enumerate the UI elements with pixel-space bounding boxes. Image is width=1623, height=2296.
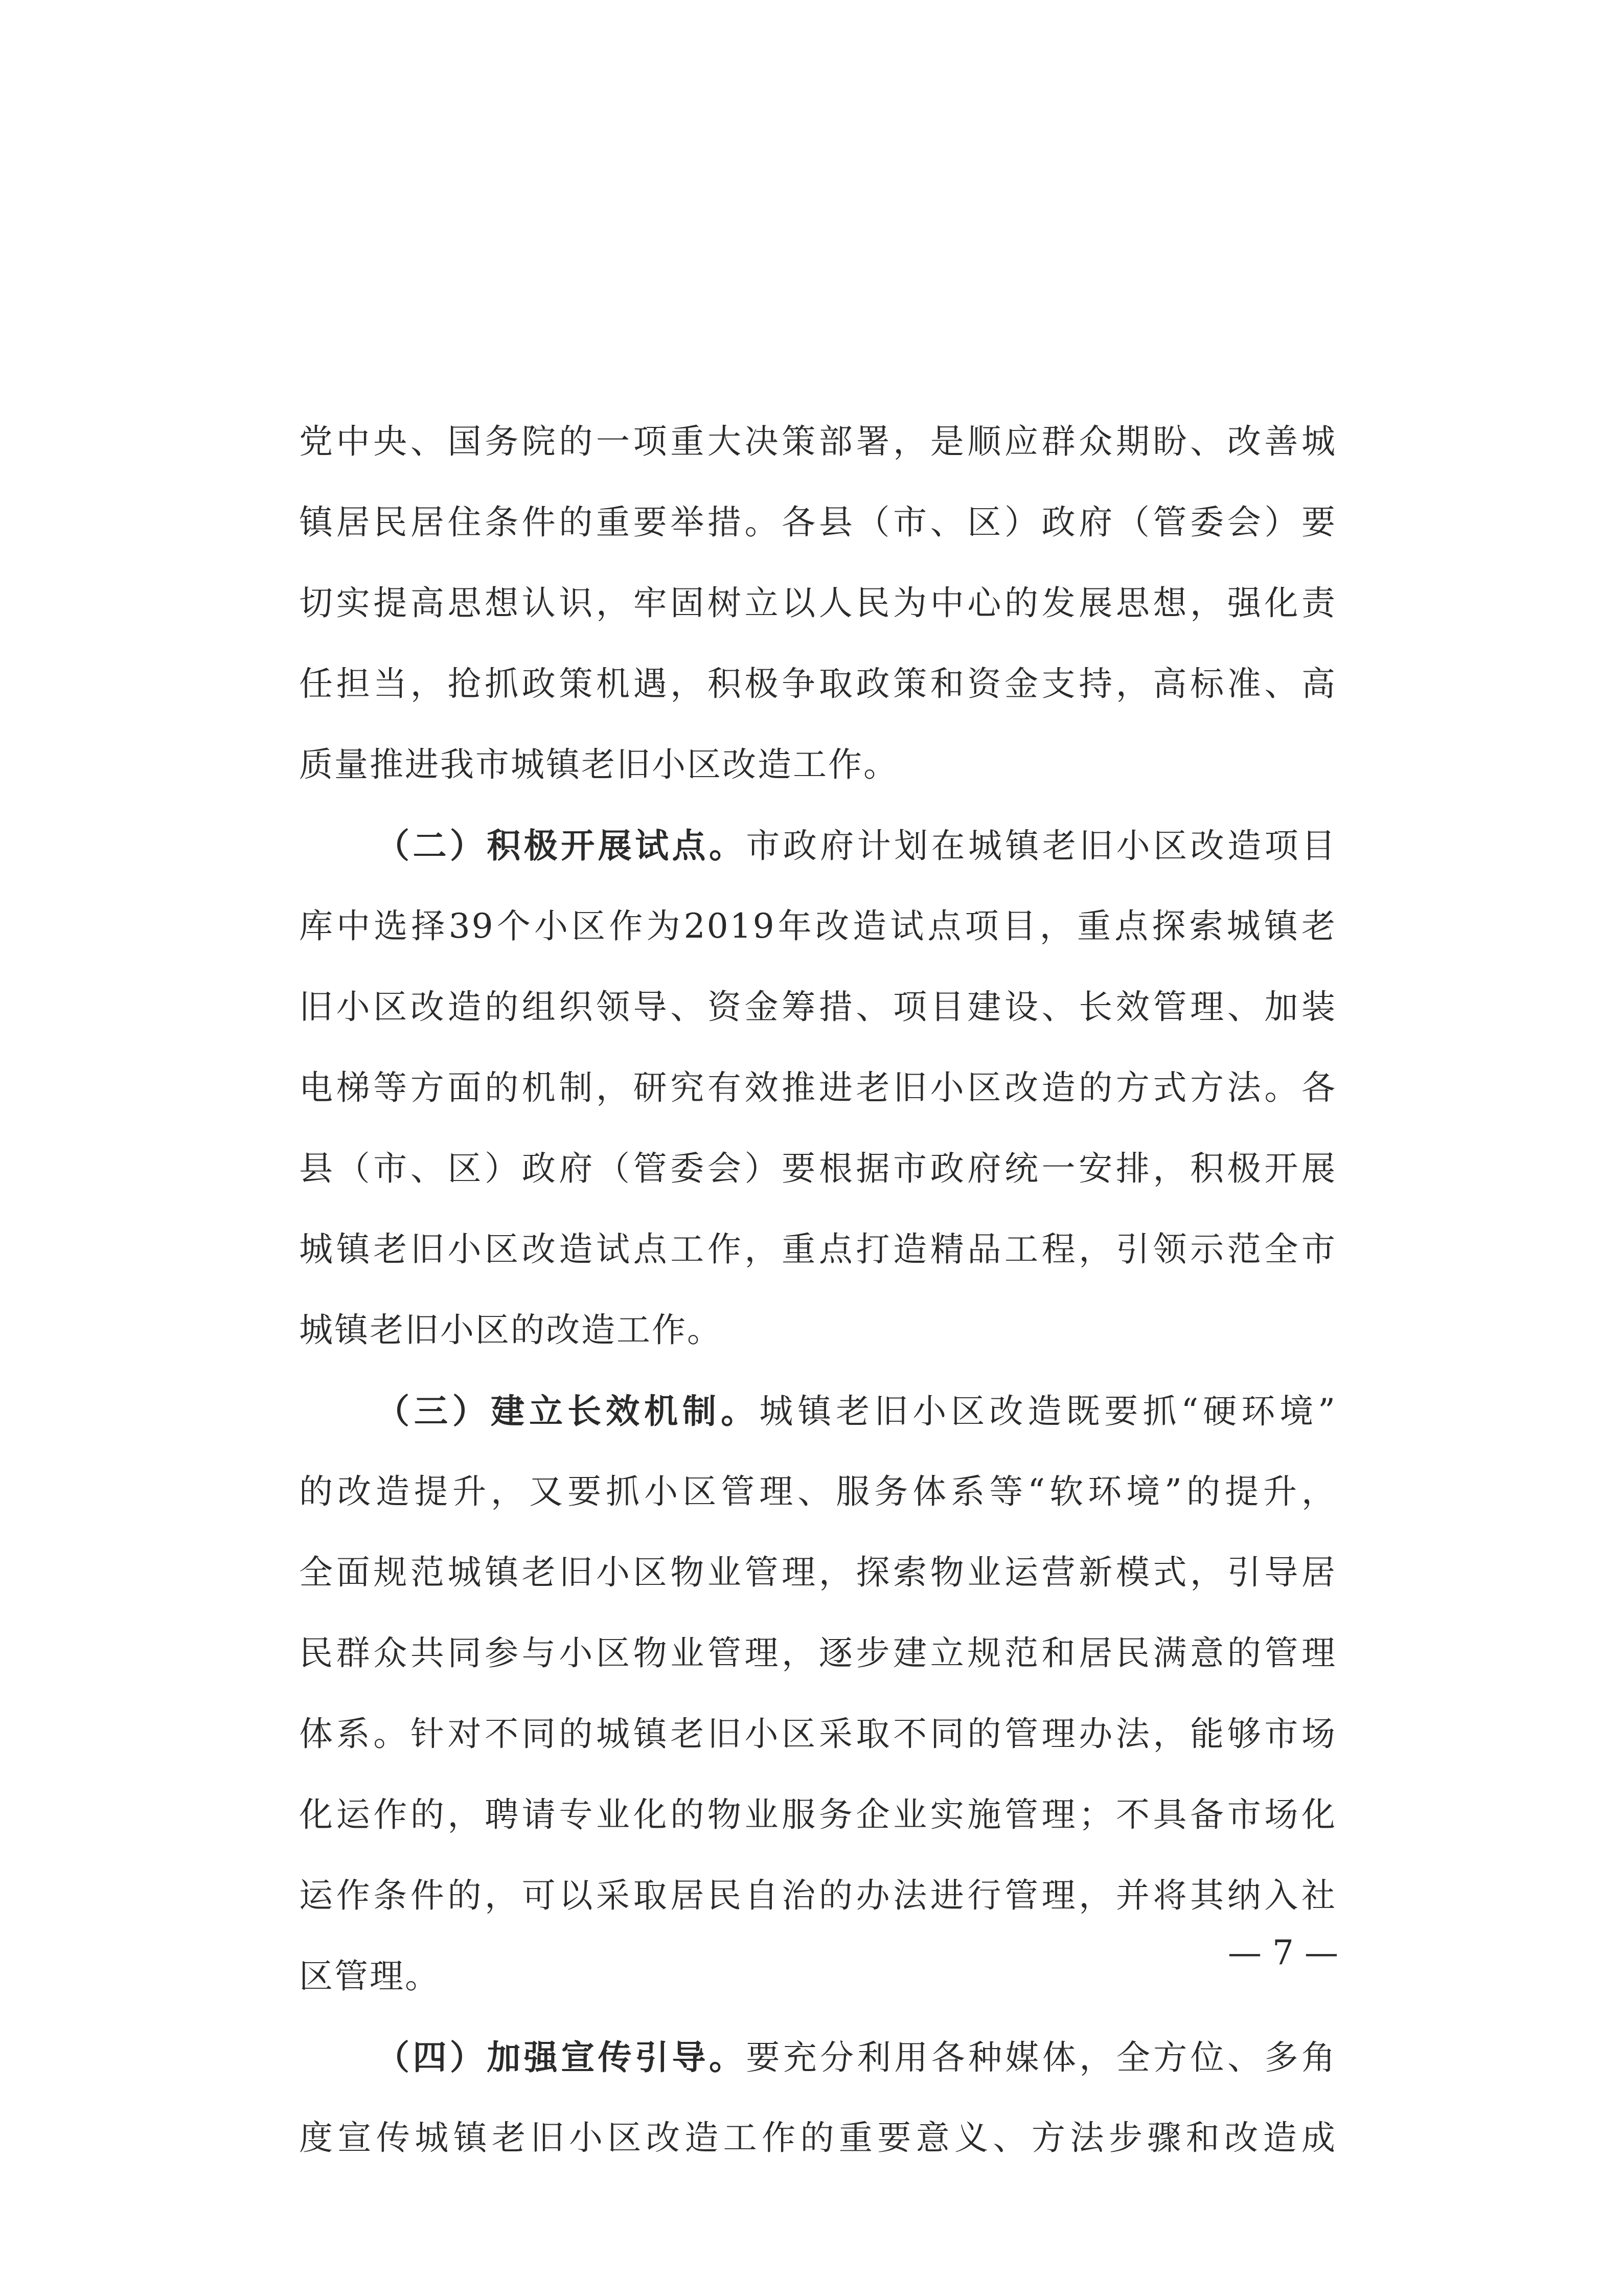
- text-span: 城镇老旧小区改造既要抓“硬环境”: [759, 1392, 1337, 1431]
- text-line: 度宣传城镇老旧小区改造工作的重要意义、方法步骤和改造成: [299, 2118, 1337, 2157]
- text-line: 化运作的，聘请专业化的物业服务企业实施管理；不具备市场化: [299, 1795, 1337, 1834]
- text-line: 区管理。: [299, 1957, 440, 1996]
- section-heading: （二）积极开展试点。: [376, 826, 746, 866]
- text-line: 电梯等方面的机制，研究有效推进老旧小区改造的方式方法。各: [299, 1068, 1337, 1107]
- text-line: 城镇老旧小区的改造工作。: [299, 1310, 722, 1350]
- text-line: 县（市、区）政府（管委会）要根据市政府统一安排，积极开展: [299, 1149, 1337, 1188]
- text-span: 要充分利用各种媒体，全方位、多角: [746, 2038, 1337, 2077]
- section-first-line: [299, 805, 1337, 886]
- text-line: 镇居民居住条件的重要举措。各县（市、区）政府（管委会）要: [299, 503, 1337, 542]
- text-line: 库中选择39个小区作为2019年改造试点项目，重点探索城镇老: [299, 906, 1337, 946]
- body-text: [299, 401, 1337, 2178]
- section-heading: （四）加强宣传引导。: [376, 2037, 746, 2077]
- text-line: 质量推进我市城镇老旧小区改造工作。: [299, 745, 899, 784]
- text-line: 体系。针对不同的城镇老旧小区采取不同的管理办法，能够市场: [299, 1714, 1337, 1754]
- text-line: 的改造提升，又要抓小区管理、服务体系等“软环境”的提升，: [299, 1472, 1337, 1511]
- text-line: 旧小区改造的组织领导、资金筹措、项目建设、长效管理、加装: [299, 987, 1337, 1027]
- text-line: 民群众共同参与小区物业管理，逐步建立规范和居民满意的管理: [299, 1633, 1337, 1673]
- section-first-line: [299, 2017, 1337, 2098]
- text-span: 市政府计划在城镇老旧小区改造项目: [746, 826, 1337, 866]
- page-number: — 7 —: [1228, 1933, 1338, 1972]
- section-heading: （三）建立长效机制。: [376, 1391, 760, 1431]
- text-line: 城镇老旧小区改造试点工作，重点打造精品工程，引领示范全市: [299, 1230, 1337, 1269]
- text-line: 切实提高思想认识，牢固树立以人民为中心的发展思想，强化责: [299, 583, 1337, 623]
- section-first-line: [299, 1371, 1337, 1451]
- text-line: 党中央、国务院的一项重大决策部署，是顺应群众期盼、改善城: [299, 422, 1337, 461]
- text-line: 任担当，抢抓政策机遇，积极争取政策和资金支持，高标准、高: [299, 664, 1337, 703]
- text-line: 全面规范城镇老旧小区物业管理，探索物业运营新模式，引导居: [299, 1553, 1337, 1592]
- text-line: 运作条件的，可以采取居民自治的办法进行管理，并将其纳入社: [299, 1876, 1337, 1915]
